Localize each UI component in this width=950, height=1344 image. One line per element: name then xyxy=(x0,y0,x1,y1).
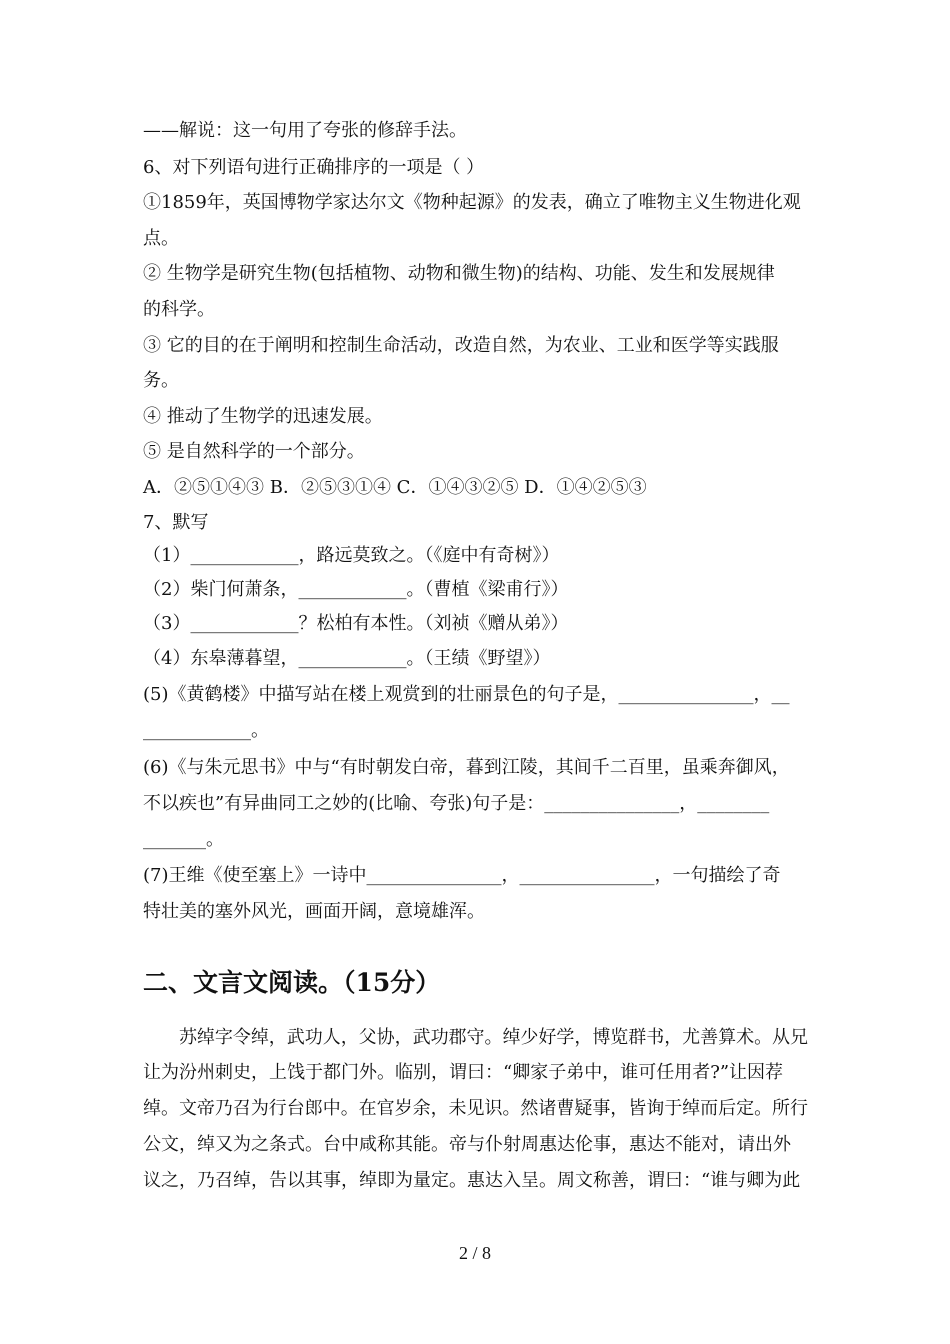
fill-blank-line: （1）____________，路远莫致之。（《庭中有奇树》） xyxy=(143,545,560,566)
fill-blank-line: 不以疾也”有异曲同工之妙的(比喻、夸张)句子是：_______________，________ xyxy=(143,793,770,814)
passage-line: 议之，乃召绰，告以其事，绰即为量定。惠达入呈。周文称善，谓曰：“谁与卿为此 xyxy=(143,1170,801,1191)
fill-blank-line: (7)王维《使至塞上》一诗中_______________，_______________，一句描绘了奇 xyxy=(143,865,781,886)
fill-blank-line: (6)《与朱元思书》中与“有时朝发白帝，暮到江陵，其间千二百里，虽乘奔御风， xyxy=(143,757,790,778)
passage-line: 公文，绰又为之条式。台中咸称其能。帝与仆射周惠达伦事，惠达不能对，请出外 xyxy=(143,1134,791,1155)
section-heading: 二、文言文阅读。（15分） xyxy=(143,968,441,997)
text-line: ④ 推动了生物学的迅速发展。 xyxy=(143,406,383,427)
text-line: 的科学。 xyxy=(143,299,215,320)
question-6-stem: 6、对下列语句进行正确排序的一项是（ ） xyxy=(143,157,485,178)
page-number: 2 / 8 xyxy=(458,1243,491,1263)
fill-blank-line: ____________。 xyxy=(143,720,269,741)
passage-line: 绰。文帝乃召为行台郎中。在官岁余，未见识。然诸曹疑事，皆询于绰而后定。所行 xyxy=(143,1098,808,1119)
fill-blank-line: （2）柴门何萧条，____________。（曹植《梁甫行》） xyxy=(143,579,569,600)
answer-options: A．②⑤①④③ B．②⑤③①④ C．①④③②⑤ D．①④②⑤③ xyxy=(143,477,647,498)
fill-blank-line: （3）____________？松柏有本性。（刘祯《赠从弟》） xyxy=(143,613,569,634)
text-line: 务。 xyxy=(143,370,179,391)
text-line: ② 生物学是研究生物(包括植物、动物和微生物)的结构、功能、发生和发展规律 xyxy=(143,263,775,284)
fill-blank-line: _______。 xyxy=(143,829,224,850)
passage-line: 苏绰字令绰，武功人，父协，武功郡守。绰少好学，博览群书，尤善算术。从兄 xyxy=(143,1027,808,1048)
passage-line: 让为汾州刺史，上饯于都门外。临别，谓曰：“卿家子弟中，谁可任用者?”让因荐 xyxy=(143,1062,784,1083)
text-line: 点。 xyxy=(143,228,179,249)
fill-blank-line: (5)《黄鹤楼》中描写站在楼上观赏到的壮丽景色的句子是，_______________，__ xyxy=(143,684,790,705)
question-7-stem: 7、默写 xyxy=(143,512,209,533)
fill-blank-line: （4）东皋薄暮望，____________。（王绩《野望》） xyxy=(143,648,551,669)
text-line: ①1859年，英国博物学家达尔文《物种起源》的发表，确立了唯物主义生物进化观 xyxy=(143,192,801,213)
text-line: ③ 它的目的在于阐明和控制生命活动，改造自然，为农业、工业和医学等实践服 xyxy=(143,335,779,356)
fill-blank-line: 特壮美的塞外风光，画面开阔，意境雄浑。 xyxy=(143,901,485,922)
text-line: ⑤ 是自然科学的一个部分。 xyxy=(143,441,365,462)
text-line: ——解说：这一句用了夸张的修辞手法。 xyxy=(143,120,467,141)
